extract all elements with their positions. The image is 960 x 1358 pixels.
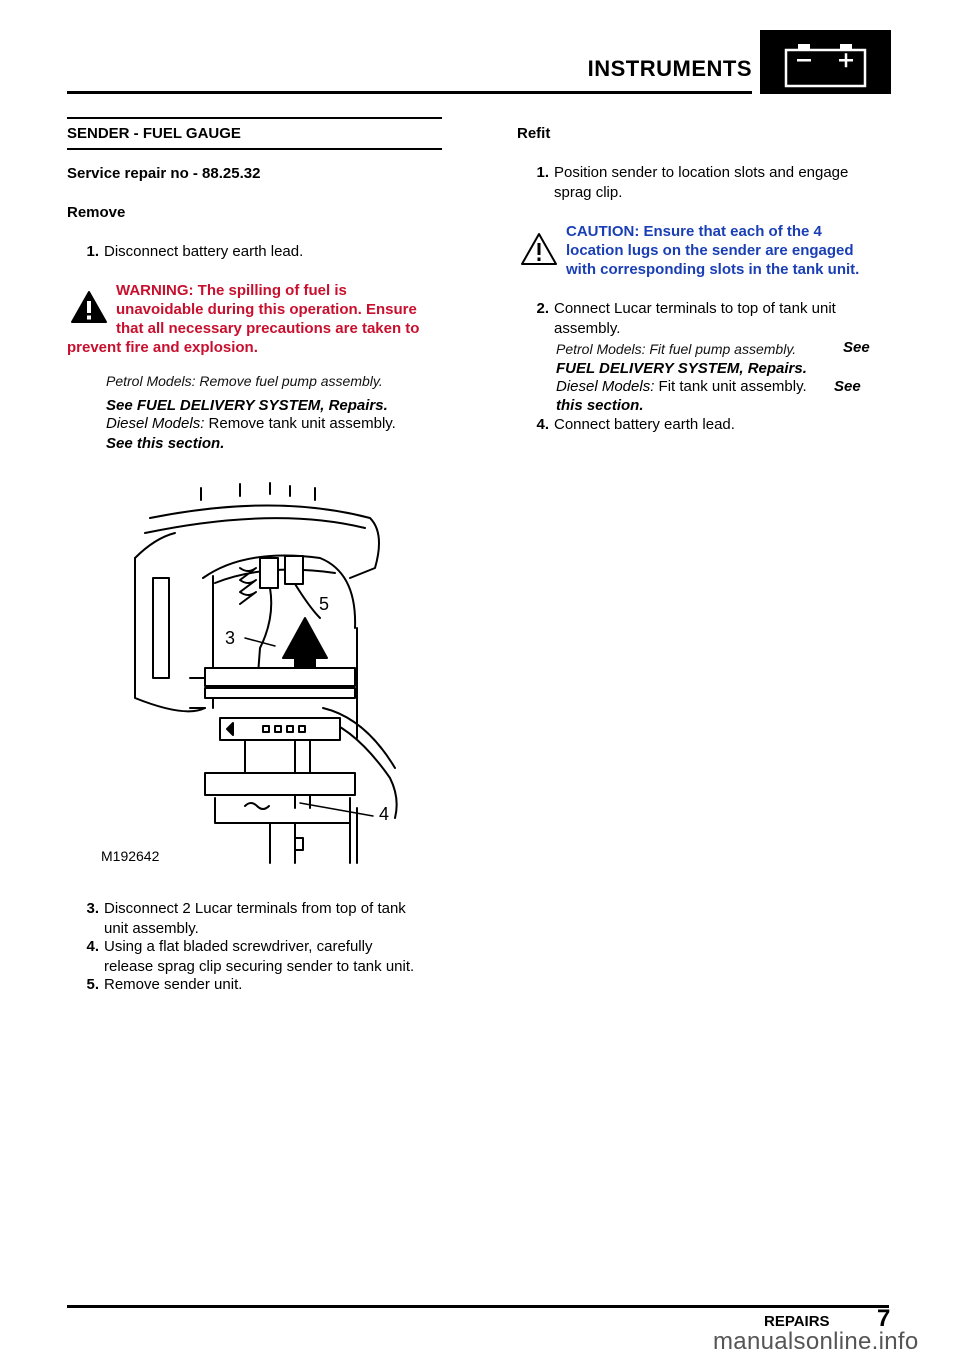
section-title: SENDER - FUEL GAUGE [67, 125, 241, 142]
remove-step-1 [67, 242, 303, 262]
diesel-models-text: Fit tank unit assembly. [654, 378, 807, 395]
step-text-line-2: assembly. [554, 320, 621, 337]
step-text: Connect battery earth lead. [554, 416, 735, 433]
step-number: 5. [86, 976, 99, 993]
step-text-line-2: release sprag clip securing sender to tank unit. [104, 958, 415, 975]
remove-step-2-line-1: Petrol Models: Remove fuel pump assembly. [106, 373, 383, 389]
step-number: 4. [536, 416, 549, 433]
sender-unit-illustration [95, 478, 415, 878]
refit-step-1 [517, 163, 848, 203]
battery-icon [760, 30, 891, 94]
step-text: Remove sender unit. [104, 976, 243, 993]
warning-line-1: WARNING: The spilling of fuel is [116, 282, 347, 299]
section-rule-bottom [67, 148, 442, 150]
refit-step-3-crossref: FUEL DELIVERY SYSTEM, Repairs. [556, 360, 807, 377]
remove-step-4 [67, 937, 414, 977]
remove-step-2-see-section: See this section. [106, 435, 225, 452]
step-text-line-1: Connect Lucar terminals to top of tank unit [554, 300, 836, 317]
step-text-line-1: Using a flat bladed screwdriver, carefully [104, 938, 373, 955]
watermark[interactable]: manualsonline.info [713, 1328, 919, 1355]
figure-code: M192642 [101, 848, 160, 864]
remove-step-2-line-3 [106, 414, 396, 434]
caution-icon [520, 232, 558, 271]
diesel-models-label: Diesel Models: [556, 378, 655, 395]
step-text-line-2: sprag clip. [554, 184, 623, 201]
refit-step-2 [517, 299, 836, 339]
diesel-models-label: Diesel Models: [106, 415, 205, 432]
service-repair-number: Service repair no - 88.25.32 [67, 165, 261, 182]
warning-line-4: prevent fire and explosion. [67, 339, 258, 356]
refit-step-3-line-3 [556, 377, 818, 397]
caution-line-3: with corresponding slots in the tank unit. [566, 261, 860, 278]
callout-3: 3 [225, 628, 236, 648]
step-text-line-2: unit assembly. [104, 920, 199, 937]
remove-step-2-crossref: See FUEL DELIVERY SYSTEM, Repairs. [106, 397, 388, 414]
refit-step-3-line-1: Petrol Models: Fit fuel pump assembly. [556, 341, 797, 357]
diesel-models-text: Remove tank unit assembly. [204, 415, 396, 432]
callout-5: 5 [319, 594, 330, 614]
step-number: 1. [86, 243, 99, 260]
caution-line-1: CAUTION: Ensure that each of the 4 [566, 223, 822, 240]
step-text-line-1: Position sender to location slots and engage [554, 164, 849, 181]
caution-line-2: location lugs on the sender are engaged [566, 242, 854, 259]
remove-step-5 [67, 975, 242, 995]
step-number: 1. [536, 164, 549, 181]
step-text [104, 899, 406, 939]
remove-heading: Remove [67, 204, 126, 221]
refit-step-4 [517, 415, 735, 435]
page-header-title: INSTRUMENTS [587, 56, 752, 81]
refit-step-3-see-1: See [843, 339, 870, 356]
warning-line-3: that all necessary precautions are taken to [116, 320, 420, 337]
page-number: 7 [877, 1305, 891, 1332]
section-rule-top [67, 117, 442, 119]
footer-section-label: REPAIRS [764, 1313, 830, 1330]
step-number: 4. [86, 938, 99, 955]
step-number: 2. [536, 300, 549, 317]
step-text: Disconnect battery earth lead. [104, 243, 304, 260]
refit-step-3-see-section: this section. [556, 397, 644, 414]
step-text [554, 163, 848, 203]
footer-rule [67, 1305, 889, 1308]
callout-4: 4 [379, 804, 390, 824]
step-text [104, 937, 414, 977]
refit-heading: Refit [517, 125, 551, 142]
warning-line-2: unavoidable during this operation. Ensure [116, 301, 417, 318]
refit-step-3-see-2: See [834, 378, 861, 395]
step-text-line-1: Disconnect 2 Lucar terminals from top of tank [104, 900, 406, 917]
step-number: 3. [86, 900, 99, 917]
step-text [554, 299, 836, 339]
header-rule [67, 91, 752, 94]
warning-icon [70, 290, 108, 329]
remove-step-3 [67, 899, 406, 939]
